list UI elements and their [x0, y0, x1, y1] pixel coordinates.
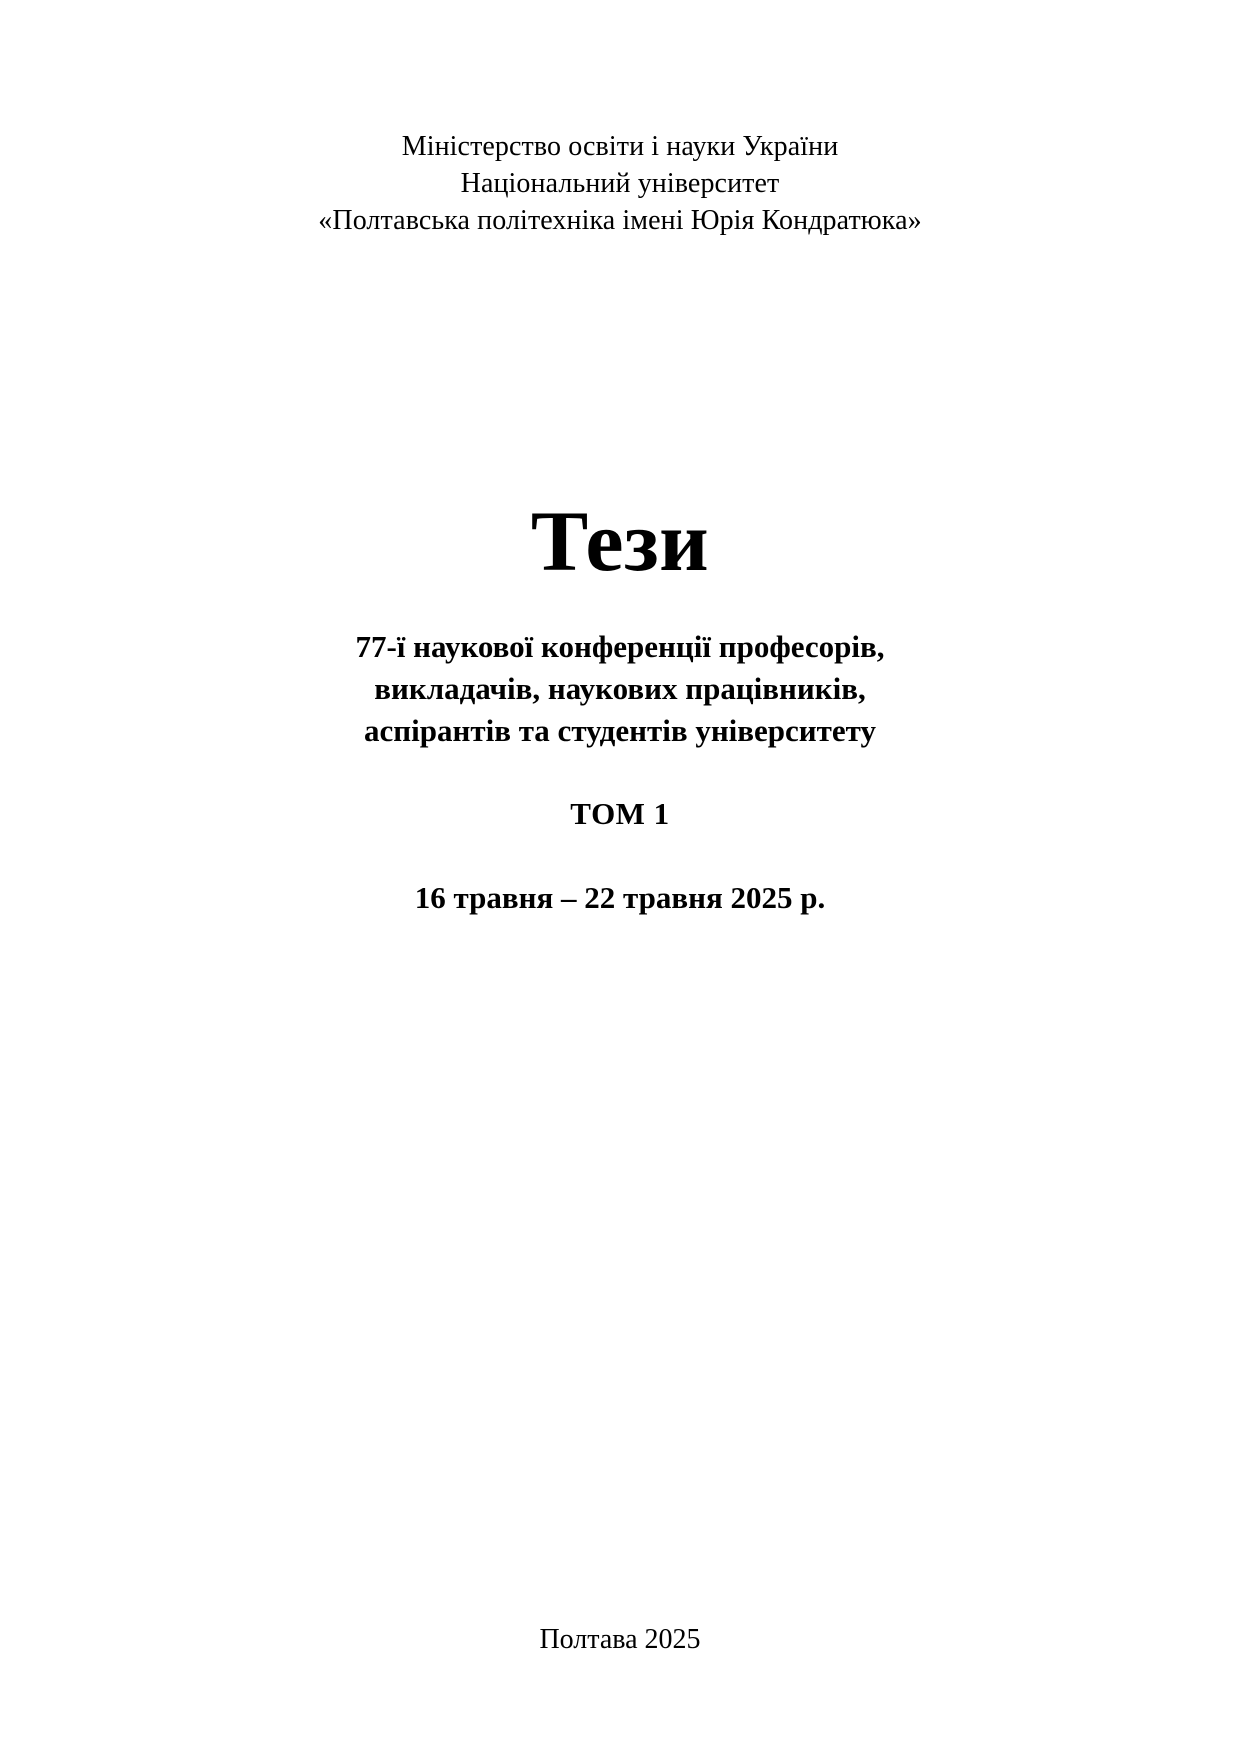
- city-year: Полтава 2025: [539, 1624, 701, 1655]
- title-block: [530, 492, 710, 589]
- conference-dates: 16 травня – 22 травня 2025 р.: [414, 880, 826, 916]
- subtitle-line-3: аспірантів та студентів університету: [364, 713, 876, 749]
- subtitle-line-1: 77-ї наукової конференції професорів,: [355, 628, 885, 664]
- dates-block: [415, 880, 825, 916]
- subtitle-line-2: викладачів, наукових працівників,: [374, 670, 866, 706]
- volume-block: [570, 796, 669, 832]
- university-line: Національний університет: [460, 168, 780, 200]
- ministry-line: Міністерство освіти і науки України: [401, 131, 839, 162]
- publisher-header: [318, 128, 921, 240]
- page-title: Тези: [530, 492, 710, 589]
- university-name-line: «Полтавська політехніка імені Юрія Кондратюка»: [318, 205, 922, 237]
- subtitle-block: [300, 626, 940, 752]
- footer-block: [0, 1624, 1240, 1656]
- volume-label: ТОМ 1: [570, 796, 670, 832]
